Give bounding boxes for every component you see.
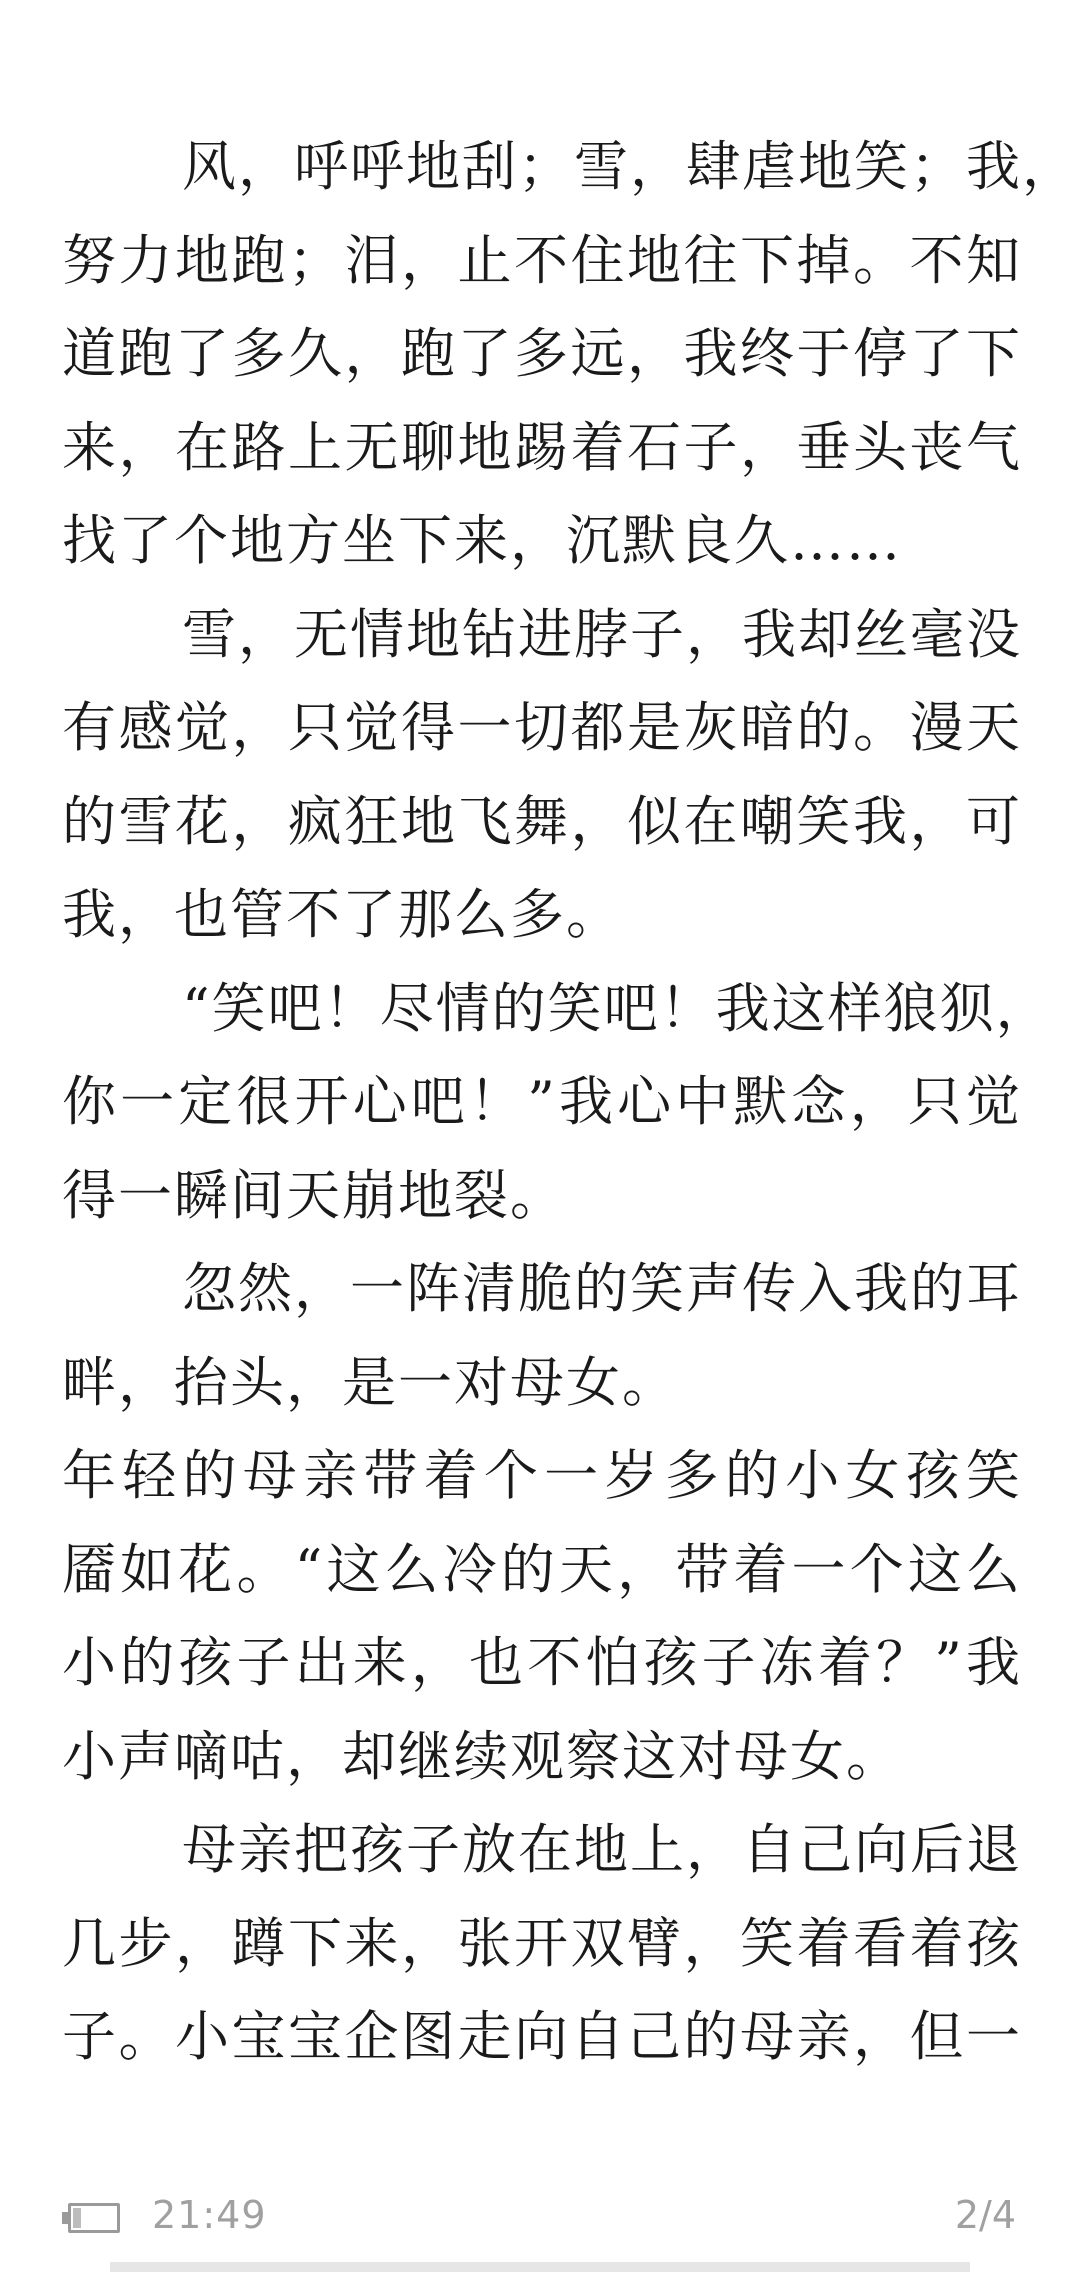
text-line: 得一瞬间天崩地裂。 [62,1163,566,1227]
reader-status-bar [0,2185,1080,2265]
bottom-edge-strip [110,2262,970,2272]
page-indicator: 2/4 [954,2193,1016,2237]
text-line: 找了个地方坐下来，沉默良久…… [62,509,902,572]
text-line: 畔，抬头，是一对母女。 [62,1350,678,1414]
text-line: 风，呼呼地刮；雪，肆虐地笑；我， [182,135,1078,198]
text-line: 小声嘀咕，却继续观察这对母女。 [62,1724,902,1788]
battery-icon [62,2203,126,2237]
text-line: 来，在路上无聊地踢着石子，垂头丧气 [62,415,1022,479]
text-line: 的雪花，疯狂地飞舞，似在嘲笑我，可 [62,789,1022,853]
battery-level-fill [73,2208,81,2228]
text-line: 子。小宝宝企图走向自己的母亲，但一 [62,2005,1022,2068]
text-line: 几步，蹲下来，张开双臂，笑着看着孩 [62,1911,1022,1975]
text-line: “笑吧！尽情的笑吧！我这样狼狈， [182,976,1052,1040]
clock-time: 21:49 [152,2193,267,2237]
text-line: 你一定很开心吧！”我心中默念，只觉 [62,1070,1022,1133]
battery-body [68,2203,120,2233]
text-line: 母亲把孩子放在地上，自己向后退 [182,1818,1022,1881]
article-text [62,120,1078,2084]
text-line: 小的孩子出来，也不怕孩子冻着？”我 [62,1631,1022,1694]
text-line: 我，也管不了那么多。 [62,883,622,946]
text-line: 忽然，一阵清脆的笑声传入我的耳 [182,1257,1022,1320]
text-line: 有感觉，只觉得一切都是灰暗的。漫天 [62,696,1022,759]
text-line: 努力地跑；泪，止不住地往下掉。不知 [62,228,1022,292]
text-line: 年轻的母亲带着个一岁多的小女孩笑 [62,1444,1022,1507]
text-line: 道跑了多久，跑了多远，我终于停了下 [62,322,1022,385]
text-line: 雪，无情地钻进脖子，我却丝毫没 [182,602,1022,666]
text-line: 靥如花。“这么冷的天，带着一个这么 [62,1537,1022,1601]
